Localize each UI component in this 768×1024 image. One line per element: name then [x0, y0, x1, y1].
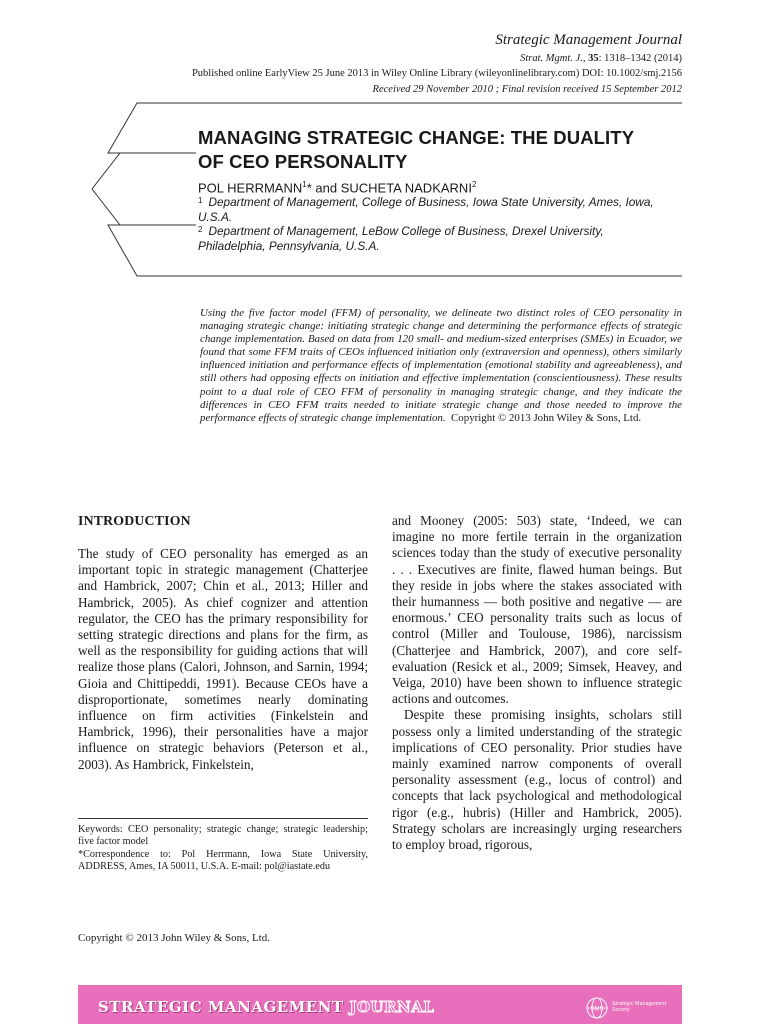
author-2-sup: 2 — [471, 180, 477, 189]
section-heading-introduction: INTRODUCTION — [78, 513, 191, 528]
footer-title-strategic: STRATEGIC MANAGEMENT — [98, 998, 344, 1016]
paragraph: The study of CEO personality has emerged as an important topic in strategic management (Chatterjee and Hambrick, 2007; Chin et al., 2013; Hiller and Hambrick, 2005). As chief cognizer and attention regulator, the CEO has the primary responsibility for setting strategic directions and plans for the firm, as well as the responsibility for guiding actions that will realize those plans (Calori, Johnson, and Sarnin, 1994; Gioia and Chittipeddi, 1991). Because CEOs have a disproportionate, sometimes nearly dominating influence on firm activities (Finkelstein and Hambrick, 1996), their personalities have a major influence on strategic behaviors (Peterson et al., 2003). As Hambrick, Finkelstein, — [78, 546, 368, 772]
footnote-rule — [78, 818, 368, 819]
citation: Strat. Mgmt. J., 35: 1318–1342 (2014) — [520, 53, 682, 64]
abstract-text: Using the five factor model (FFM) of personality, we delineate two distinct roles of CEO personality in managing strategic change: initiating strategic change and determining the performance effects of strategic change implementation. Based on data from 120 small- and medium-sized enterprises (SMEs) in Ecuador, we found that some FFM traits of CEOs influenced initiation only (extraversion and openness), others similarly influenced initiation and performance effects of implementation (emotional stability and agreeableness), and still others had opposing effects on initiation and effective implementation (conscientiousness). These results point to a dual role of CEO FFM of personality in managing strategic change, and they indicate the differences in CEO FFM traits needed to initiate strategic change and those needed to improve the performance effects of strategic change implementation. — [200, 307, 682, 424]
affiliation-1-text: Department of Management, College of Business, Iowa State University, Ames, Iowa, U.S.A. — [198, 195, 654, 224]
sms-globe-icon — [586, 997, 608, 1019]
footnote — [78, 824, 368, 873]
title-line-1: MANAGING STRATEGIC CHANGE: THE DUALITY — [198, 127, 635, 148]
citation-journal-abbrev: Strat. Mgmt. J. — [520, 53, 583, 64]
footer-title-journal: JOURNAL — [349, 998, 435, 1016]
citation-pages: : 1318–1342 (2014) — [598, 53, 682, 64]
author-1-sup: 1 — [302, 180, 307, 189]
body-column-2 — [392, 513, 682, 853]
affiliation-2 — [198, 224, 668, 253]
paragraph: Despite these promising insights, scholars still possess only a limited understanding of the strategic implications of CEO personality. Prior studies have mainly examined narrow components of overall personality assessment (e.g., locus of control) and concepts that lack psychological and methodological rigor (e.g., hubris) (Hiller and Hambrick, 2005). Strategy scholars are increasingly urging researchers to employ broad, rigorous, — [392, 707, 682, 853]
affiliation-1 — [198, 195, 668, 224]
author-2: SUCHETA NADKARNI — [340, 180, 472, 196]
journal-name: Strategic Management Journal — [495, 32, 682, 48]
sms-logo-text: SMS — [590, 1006, 604, 1013]
article-title — [198, 126, 668, 174]
affiliation-2-num: 2 — [198, 225, 203, 234]
title-line-2: OF CEO PERSONALITY — [198, 151, 408, 172]
body-column-1 — [78, 546, 368, 773]
keywords: Keywords: CEO personality; strategic change; strategic leadership; five factor model — [78, 824, 368, 848]
received-dates: Received 29 November 2010 ; Final revision received 15 September 2012 — [372, 84, 682, 95]
journal-footer-band — [78, 985, 682, 1024]
affiliation-1-num: 1 — [198, 196, 203, 205]
page-copyright: Copyright © 2013 John Wiley & Sons, Ltd. — [78, 932, 270, 944]
abstract — [200, 307, 682, 425]
author-and: and — [311, 180, 341, 196]
paragraph: and Mooney (2005: 503) state, ‘Indeed, we can imagine no more fertile terrain in the organization sciences today than the study of executive personality . . . Executives are finite, flawed human beings. But they reside in jobs where the stakes associated with their humanness — both positive and negative — are enormous.’ CEO personality traits such as locus of control (Miller and Toulouse, 1986), narcissism (Chatterjee and Hambrick, 2007), and core self-evaluation (Resick et al., 2009; Simsek, Heavey, and Veiga, 2010) have been shown to influence strategic actions and outcomes. — [392, 513, 682, 707]
authors — [198, 180, 476, 195]
footer-society-name: Strategic Management Society — [612, 1001, 667, 1013]
correspondence: *Correspondence to: Pol Herrmann, Iowa State University, ADDRESS, Ames, IA 50011, U.S.A. E-mail: pol@iastate.edu — [78, 848, 368, 872]
footer-journal-title — [98, 998, 434, 1016]
author-1: POL HERRMANN — [198, 180, 303, 196]
author-1-mark: * — [306, 180, 312, 196]
abstract-copyright: Copyright © 2013 John Wiley & Sons, Ltd. — [451, 411, 642, 424]
affiliation-2-text: Department of Management, LeBow College of Business, Drexel University, Philadelphia, Pennsylvania, U.S.A. — [198, 224, 604, 253]
citation-volume: 35 — [588, 53, 599, 64]
published-info: Published online EarlyView 25 June 2013 in Wiley Online Library (wileyonlinelibrary.com) DOI: 10.1002/smj.2156 — [191, 68, 682, 79]
